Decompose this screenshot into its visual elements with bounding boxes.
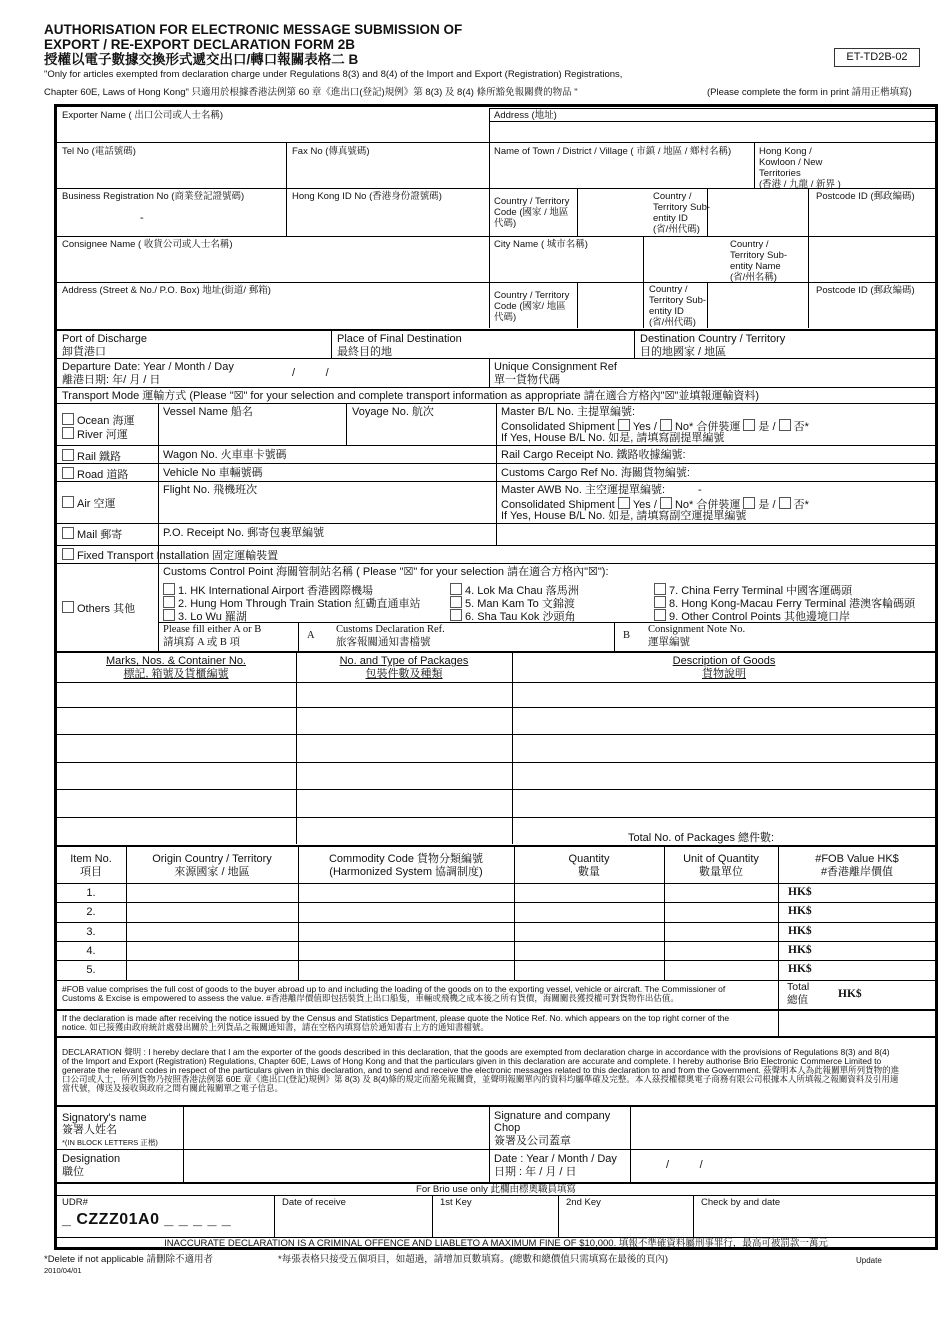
table-row: 1. bbox=[86, 887, 96, 899]
total-fob-label-zh: 總值 bbox=[787, 994, 808, 1006]
table-row: 3. bbox=[86, 926, 96, 938]
marks-header-zh: 標記, 箱號及貨櫃編號 bbox=[123, 668, 229, 680]
br-label: Business Registration No (商業登記證號碼) bbox=[62, 191, 245, 202]
ccp-option-4[interactable]: 4. Lok Ma Chau 落馬洲 bbox=[450, 583, 579, 598]
exporter-country-code-l2: Code (國家 / 地區 bbox=[494, 207, 569, 218]
col-origin-en: Origin Country / Territory bbox=[152, 853, 272, 865]
option-a-zh: 旅客報關通知書檔號 bbox=[336, 637, 431, 648]
vehicle-label: Vehicle No 車輛號碼 bbox=[163, 467, 263, 479]
form-title-line1: AUTHORISATION FOR ELECTRONIC MESSAGE SUBMISSION OF bbox=[44, 22, 463, 37]
air-option[interactable]: Air 空運 bbox=[62, 496, 116, 511]
ccp-4-checkbox[interactable] bbox=[450, 583, 462, 595]
pkgs-header-zh: 包裝件數及種類 bbox=[365, 668, 443, 680]
ccp-5-checkbox[interactable] bbox=[450, 596, 462, 608]
ccp-option-2[interactable]: 2. Hung Hom Through Train Station 紅磡直通車站 bbox=[163, 596, 421, 611]
designation-en: Designation bbox=[62, 1153, 121, 1165]
fob-note-line2: Customs & Excise is empowered to assess the value. #香港離岸價值即包括裝貨上出口船隻，車輛或飛機之成本後之所有貨價，海關關長獲授權可對貨物作出估值。 bbox=[62, 993, 679, 1003]
consignee-postcode-label: Postcode ID (郵政編碼) bbox=[816, 285, 915, 296]
fax-label: Fax No (傳真號碼) bbox=[292, 146, 370, 157]
inaccurate-warning: INACCURATE DECLARATION IS A CRIMINAL OFFENCE AND LIABLETO A MAXIMUM FINE OF $10,000. 填報不準確資料屬刑事罪行，最高可被罰款一萬元 bbox=[164, 1238, 828, 1249]
col-origin-zh: 來源國家 / 地區 bbox=[174, 866, 250, 878]
table-row: 2. bbox=[86, 906, 96, 918]
master-awb-label: Master AWB No. 主空運提單編號: bbox=[501, 484, 666, 496]
road-checkbox[interactable] bbox=[62, 467, 74, 479]
hk-region-l1: Hong Kong / bbox=[759, 146, 812, 157]
consignee-subentity-l1: Country / bbox=[649, 284, 688, 295]
fob-cell: HK$ bbox=[788, 963, 812, 975]
col-qty-zh: 數量 bbox=[578, 866, 600, 878]
consignee-name-label: Consignee Name ( 收貨公司或人士名稱) bbox=[62, 239, 233, 250]
consignee-country-code-l2: Code (國家/ 地區 bbox=[494, 301, 566, 312]
exporter-subentity-l1: Country / bbox=[653, 191, 692, 202]
exporter-subentity-l2: Territory Sub- bbox=[653, 202, 711, 213]
rail-cargo-label: Rail Cargo Receipt No. 鐵路收據編號: bbox=[501, 449, 686, 461]
exporter-country-code-l3: 代碼) bbox=[494, 218, 517, 229]
city-label: City Name ( 城市名稱) bbox=[494, 239, 588, 250]
air-shi-checkbox[interactable] bbox=[743, 497, 755, 509]
ccp-1-checkbox[interactable] bbox=[163, 583, 175, 595]
declaration-line5: 當代號，傳送及接收與政府之間有關此報關單之電子信息。 bbox=[62, 1083, 284, 1093]
river-option[interactable]: River 河運 bbox=[62, 427, 128, 442]
consignee-country-code-l3: 代碼) bbox=[494, 312, 517, 323]
dest-country-en: Destination Country / Territory bbox=[640, 333, 786, 345]
house-bl-label: If Yes, House B/L No. 如是, 請填寫副提單編號 bbox=[501, 432, 725, 444]
second-key-label: 2nd Key bbox=[566, 1197, 601, 1208]
ccp-option-3[interactable]: 3. Lo Wu 羅湖 bbox=[163, 609, 247, 624]
consignee-subentity-name-l2: Territory Sub- bbox=[730, 250, 788, 261]
udr-label: UDR# bbox=[62, 1197, 88, 1208]
table-row: 4. bbox=[86, 945, 96, 957]
ccp-7-checkbox[interactable] bbox=[654, 583, 666, 595]
col-commodity-zh: (Harmonized System 協調制度) bbox=[329, 866, 483, 878]
ocean-shi-checkbox[interactable] bbox=[743, 419, 755, 431]
total-packages-label: Total No. of Packages 總件數: bbox=[628, 832, 775, 844]
ccp-option-8[interactable]: 8. Hong Kong-Macau Ferry Terminal 港澳客輪碼頭 bbox=[654, 596, 915, 611]
col-item-zh: 項目 bbox=[80, 866, 102, 878]
col-fob-en: #FOB Value HK$ bbox=[815, 853, 899, 865]
ocean-option[interactable]: Ocean 海運 bbox=[62, 413, 134, 428]
road-option[interactable]: Road 道路 bbox=[62, 467, 128, 482]
total-fob-label-en: Total bbox=[787, 981, 810, 993]
signatory-name-zh: 簽署人姓名 bbox=[62, 1124, 117, 1136]
fob-cell: HK$ bbox=[788, 925, 812, 937]
mail-checkbox[interactable] bbox=[62, 527, 74, 539]
col-commodity-en: Commodity Code 貨物分類編號 bbox=[328, 853, 484, 865]
update-label: Update bbox=[856, 1256, 882, 1265]
desc-header-zh: 貨物說明 bbox=[702, 668, 746, 680]
customs-cargo-label: Customs Cargo Ref No. 海關貨物編號: bbox=[501, 467, 690, 479]
ccp-6-checkbox[interactable] bbox=[450, 609, 462, 621]
consignee-subentity-l3: entity ID bbox=[649, 306, 684, 317]
hkid-label: Hong Kong ID No (香港身份證號碼) bbox=[292, 191, 442, 202]
signatory-name-en: Signatory's name bbox=[62, 1112, 147, 1124]
ocean-checkbox[interactable] bbox=[62, 413, 74, 425]
consignee-subentity-name-l1: Country / bbox=[730, 239, 769, 250]
fob-cell: HK$ bbox=[788, 886, 812, 898]
town-label: Name of Town / District / Village ( 市鎮 / 地區 / 鄉村名稱) bbox=[494, 146, 732, 157]
air-fou-checkbox[interactable] bbox=[779, 497, 791, 509]
house-awb-label: If Yes, House B/L No. 如是, 請填寫副空運提單編號 bbox=[501, 510, 747, 522]
rail-checkbox[interactable] bbox=[62, 449, 74, 461]
ccp-option-9[interactable]: 9. Other Control Points 其他邊境口岸 bbox=[654, 609, 850, 624]
port-discharge-en: Port of Discharge bbox=[62, 333, 147, 345]
check-by-label: Check by and date bbox=[701, 1197, 781, 1208]
hk-region-l2: Kowloon / New bbox=[759, 157, 823, 168]
option-b-zh: 運單編號 bbox=[648, 637, 690, 648]
option-a-en: Customs Declaration Ref. bbox=[336, 624, 445, 635]
col-item-en: Item No. bbox=[70, 853, 112, 865]
rail-option[interactable]: Rail 鐵路 bbox=[62, 449, 121, 464]
others-option[interactable]: Others 其他 bbox=[62, 601, 135, 616]
exemption-note-line1: "Only for articles exempted from declaration charge under Regulations 8(3) and 8(4) of the Import and Export (Registration) Registrations, bbox=[44, 69, 623, 80]
signature-label-en2: Chop bbox=[494, 1122, 521, 1134]
departure-date-en: Departure Date: Year / Month / Day bbox=[62, 361, 234, 373]
delete-note: *Delete if not applicable 請刪除不適用者 bbox=[44, 1254, 213, 1265]
sign-date-zh: 日期 : 年 / 月 / 日 bbox=[494, 1166, 577, 1178]
exporter-address-label: Address (地址) bbox=[494, 110, 557, 121]
ccp-9-checkbox[interactable] bbox=[654, 609, 666, 621]
total-fob-value: HK$ bbox=[838, 988, 862, 1000]
exporter-country-code-l1: Country / Territory bbox=[494, 196, 570, 207]
sign-date-en: Date : Year / Month / Day bbox=[494, 1153, 617, 1165]
ccp-8-checkbox[interactable] bbox=[654, 596, 666, 608]
air-consolidated: Consolidated Shipment Yes / No* 合併裝運 是 / 否* bbox=[501, 499, 809, 511]
declaration-line4: 口公司或人士，所列貨物乃按照香港法例第 60E 章《進出口(登記)規例》第 8(3) 及 8(4)條的規定而豁免報關費，並聲明報關單內的資料均屬準確及完整。本人茲授權標奧電子商務有限公司根據本人所填報之報關資料及引用適 bbox=[62, 1074, 899, 1084]
fob-note-line1: #FOB value comprises the full cost of goods to the buyer abroad up to and including the loading of the goods on to the exporting vessel, vehicle or aircraft. The Commissioner of bbox=[62, 984, 726, 994]
departure-date-zh: 離港日期: 年/ 月 / 日 bbox=[62, 374, 161, 386]
each-form-note: *每張表格只接受五個項目，如超過，請增加頁數填寫。(總數和總價值只需填寫在最後的頁內) bbox=[278, 1254, 669, 1265]
exporter-subentity-l4: (省/州代碼) bbox=[653, 224, 700, 235]
pkgs-header-en: No. and Type of Packages bbox=[339, 655, 469, 667]
brio-use-header: For Brio use only 此欄由標奧職員填寫 bbox=[416, 1184, 576, 1195]
exporter-postcode-label: Postcode ID (郵政編碼) bbox=[816, 191, 915, 202]
master-awb-dash: - bbox=[698, 484, 702, 496]
ccp-option-7[interactable]: 7. China Ferry Terminal 中國客運碼頭 bbox=[654, 583, 852, 598]
dest-country-zh: 目的地國家 / 地區 bbox=[640, 346, 727, 358]
fob-cell: HK$ bbox=[788, 944, 812, 956]
option-b-en: Consignment Note No. bbox=[648, 624, 746, 635]
designation-zh: 職位 bbox=[62, 1166, 84, 1178]
consignee-address-label: Address (Street & No./ P.O. Box) 地址(街道/ 郵箱) bbox=[62, 285, 271, 296]
fob-cell: HK$ bbox=[788, 905, 812, 917]
port-discharge-zh: 卸貨港口 bbox=[62, 346, 106, 358]
consignee-subentity-l4: (省/州代碼) bbox=[649, 317, 696, 328]
col-unit-zh: 數量單位 bbox=[699, 866, 743, 878]
master-bl-label: Master B/L No. 主提單編號: bbox=[501, 406, 636, 418]
ucr-en: Unique Consignment Ref bbox=[494, 361, 617, 373]
hk-region-l4: (香港 / 九龍 / 新界 ) bbox=[759, 179, 841, 190]
ccp-option-5[interactable]: 5. Man Kam To 文錦渡 bbox=[450, 596, 575, 611]
flight-label: Flight No. 飛機班次 bbox=[163, 484, 258, 496]
form-code-badge: ET-TD2B-02 bbox=[834, 48, 920, 67]
ocean-fou-checkbox[interactable] bbox=[779, 419, 791, 431]
transport-mode-header: Transport Mode 運輸方式 (Please "☒" for your selection and complete transport information as appropriate 請在適合方格內"☒"並填報運輸資料) bbox=[62, 390, 759, 402]
air-yes-checkbox[interactable] bbox=[618, 497, 630, 509]
tel-label: Tel No (電話號碼) bbox=[62, 146, 136, 157]
river-checkbox[interactable] bbox=[62, 427, 74, 439]
hk-region-l3: Territories bbox=[759, 168, 801, 179]
ccp-option-6[interactable]: 6. Sha Tau Kok 沙頭角 bbox=[450, 609, 575, 624]
option-a-letter: A bbox=[307, 630, 315, 641]
vessel-name-label: Vessel Name 船名 bbox=[163, 406, 253, 418]
consignee-subentity-name-l4: (省/州名稱) bbox=[730, 272, 777, 283]
voyage-label: Voyage No. 航次 bbox=[352, 406, 434, 418]
po-receipt-label: P.O. Receipt No. 郵寄包裹單編號 bbox=[163, 527, 325, 539]
first-key-label: 1st Key bbox=[440, 1197, 472, 1208]
air-checkbox[interactable] bbox=[62, 496, 74, 508]
ocean-no-checkbox[interactable] bbox=[660, 419, 672, 431]
block-letters-note: *(IN BLOCK LETTERS 正楷) bbox=[62, 1138, 158, 1147]
ccp-3-checkbox[interactable] bbox=[163, 609, 175, 621]
ocean-yes-checkbox[interactable] bbox=[618, 419, 630, 431]
others-checkbox[interactable] bbox=[62, 601, 74, 613]
exemption-note-line2: Chapter 60E, Laws of Hong Kong" 只適用於根據香港法例第 60 章《進出口(登記)規例》第 8(3) 及 8(4) 條所豁免報關費的物品 " bbox=[44, 87, 578, 98]
fixed-option[interactable]: Fixed Transport Installation 固定運輸裝置 bbox=[62, 548, 278, 563]
exporter-name-label: Exporter Name ( 出口公司或人士名稱) bbox=[62, 110, 223, 121]
fill-a-or-b-zh: 請填寫 A 或 B 項 bbox=[163, 637, 241, 648]
wagon-label: Wagon No. 火車車卡號碼 bbox=[163, 449, 287, 461]
ucr-zh: 單一貨物代碼 bbox=[494, 374, 560, 386]
exporter-subentity-l3: entity ID bbox=[653, 213, 688, 224]
air-no-checkbox[interactable] bbox=[660, 497, 672, 509]
fixed-checkbox[interactable] bbox=[62, 548, 74, 560]
col-qty-en: Quantity bbox=[568, 853, 610, 865]
fill-a-or-b-en: Please fill either A or B bbox=[163, 624, 262, 635]
udr-value: _ CZZZ01A0 _ _ _ _ _ bbox=[62, 1211, 232, 1228]
declaration-line2: of the Import and Export (Registration) Regulations, Chapter 60E, Laws of Hong Kong and that the particulars given in this declaration are accurate and complete. I hereby authorise Brio Electronic Commerce Limited to bbox=[62, 1056, 882, 1066]
ccp-2-checkbox[interactable] bbox=[163, 596, 175, 608]
print-instruction: (Please complete the form in print 請用正楷填寫) bbox=[707, 87, 912, 98]
br-value: - bbox=[140, 212, 144, 224]
desc-header-en: Description of Goods bbox=[672, 655, 776, 667]
marks-header-en: Marks, Nos. & Container No. bbox=[106, 655, 246, 667]
ocean-consolidated: Consolidated Shipment Yes / No* 合併裝運 是 / 否* bbox=[501, 421, 809, 433]
form-title-line3: 授權以電子數據交換形式遞交出口/轉口報關表格二 B bbox=[44, 52, 359, 67]
departure-date-separators: / / bbox=[292, 367, 329, 379]
col-fob-zh: #香港離岸價值 bbox=[820, 866, 894, 878]
ccp-header: Customs Control Point 海關管制站名稱 ( Please "☒" for your selection 請在適合方格內"☒"): bbox=[163, 566, 609, 578]
ccp-option-1[interactable]: 1. HK International Airport 香港國際機場 bbox=[163, 583, 373, 598]
option-b-letter: B bbox=[623, 630, 631, 641]
table-row: 5. bbox=[86, 964, 96, 976]
consignee-subentity-name-l3: entity Name bbox=[730, 261, 781, 272]
notice-line1: If the declaration is made after receiving the notice issued by the Census and Statistics Department, please quote the Notice Ref. No. which appears on the top right corner of the bbox=[62, 1013, 730, 1023]
sign-date-separators: / / bbox=[666, 1159, 703, 1171]
final-destination-zh: 最終目的地 bbox=[337, 346, 392, 358]
signature-label-zh: 簽署及公司蓋章 bbox=[494, 1135, 571, 1147]
consignee-country-code-l1: Country / Territory bbox=[494, 290, 570, 301]
final-destination-en: Place of Final Destination bbox=[337, 333, 462, 345]
declaration-line3: generate the relevant codes in respect of the particulars given in this declaration, and to send and receive the electronic messages related to this declaration to and from the Government. 茲聲明本人為此報關單所列貨物的進 bbox=[62, 1065, 900, 1075]
date-receive-label: Date of receive bbox=[282, 1197, 346, 1208]
mail-option[interactable]: Mail 郵寄 bbox=[62, 527, 122, 542]
col-unit-en: Unit of Quantity bbox=[683, 853, 759, 865]
signature-label-en1: Signature and company bbox=[494, 1110, 611, 1122]
form-date: 2010/04/01 bbox=[44, 1266, 82, 1275]
notice-line2: notice. 如已接獲由政府統計處發出關於上列貨品之報關通知書，請在空格內填寫信於通知書右上方的通知書檔號。 bbox=[62, 1022, 489, 1032]
consignee-subentity-l2: Territory Sub- bbox=[649, 295, 707, 306]
declaration-line1: DECLARATION 聲明 : I hereby declare that I am the exporter of the goods described in this declaration, that the goods are exempted from declaration charge in accordance with the provisions of Regulations 8(3) and 8(4) bbox=[62, 1047, 890, 1057]
form-title-line2: EXPORT / RE-EXPORT DECLARATION FORM 2B bbox=[44, 37, 356, 52]
